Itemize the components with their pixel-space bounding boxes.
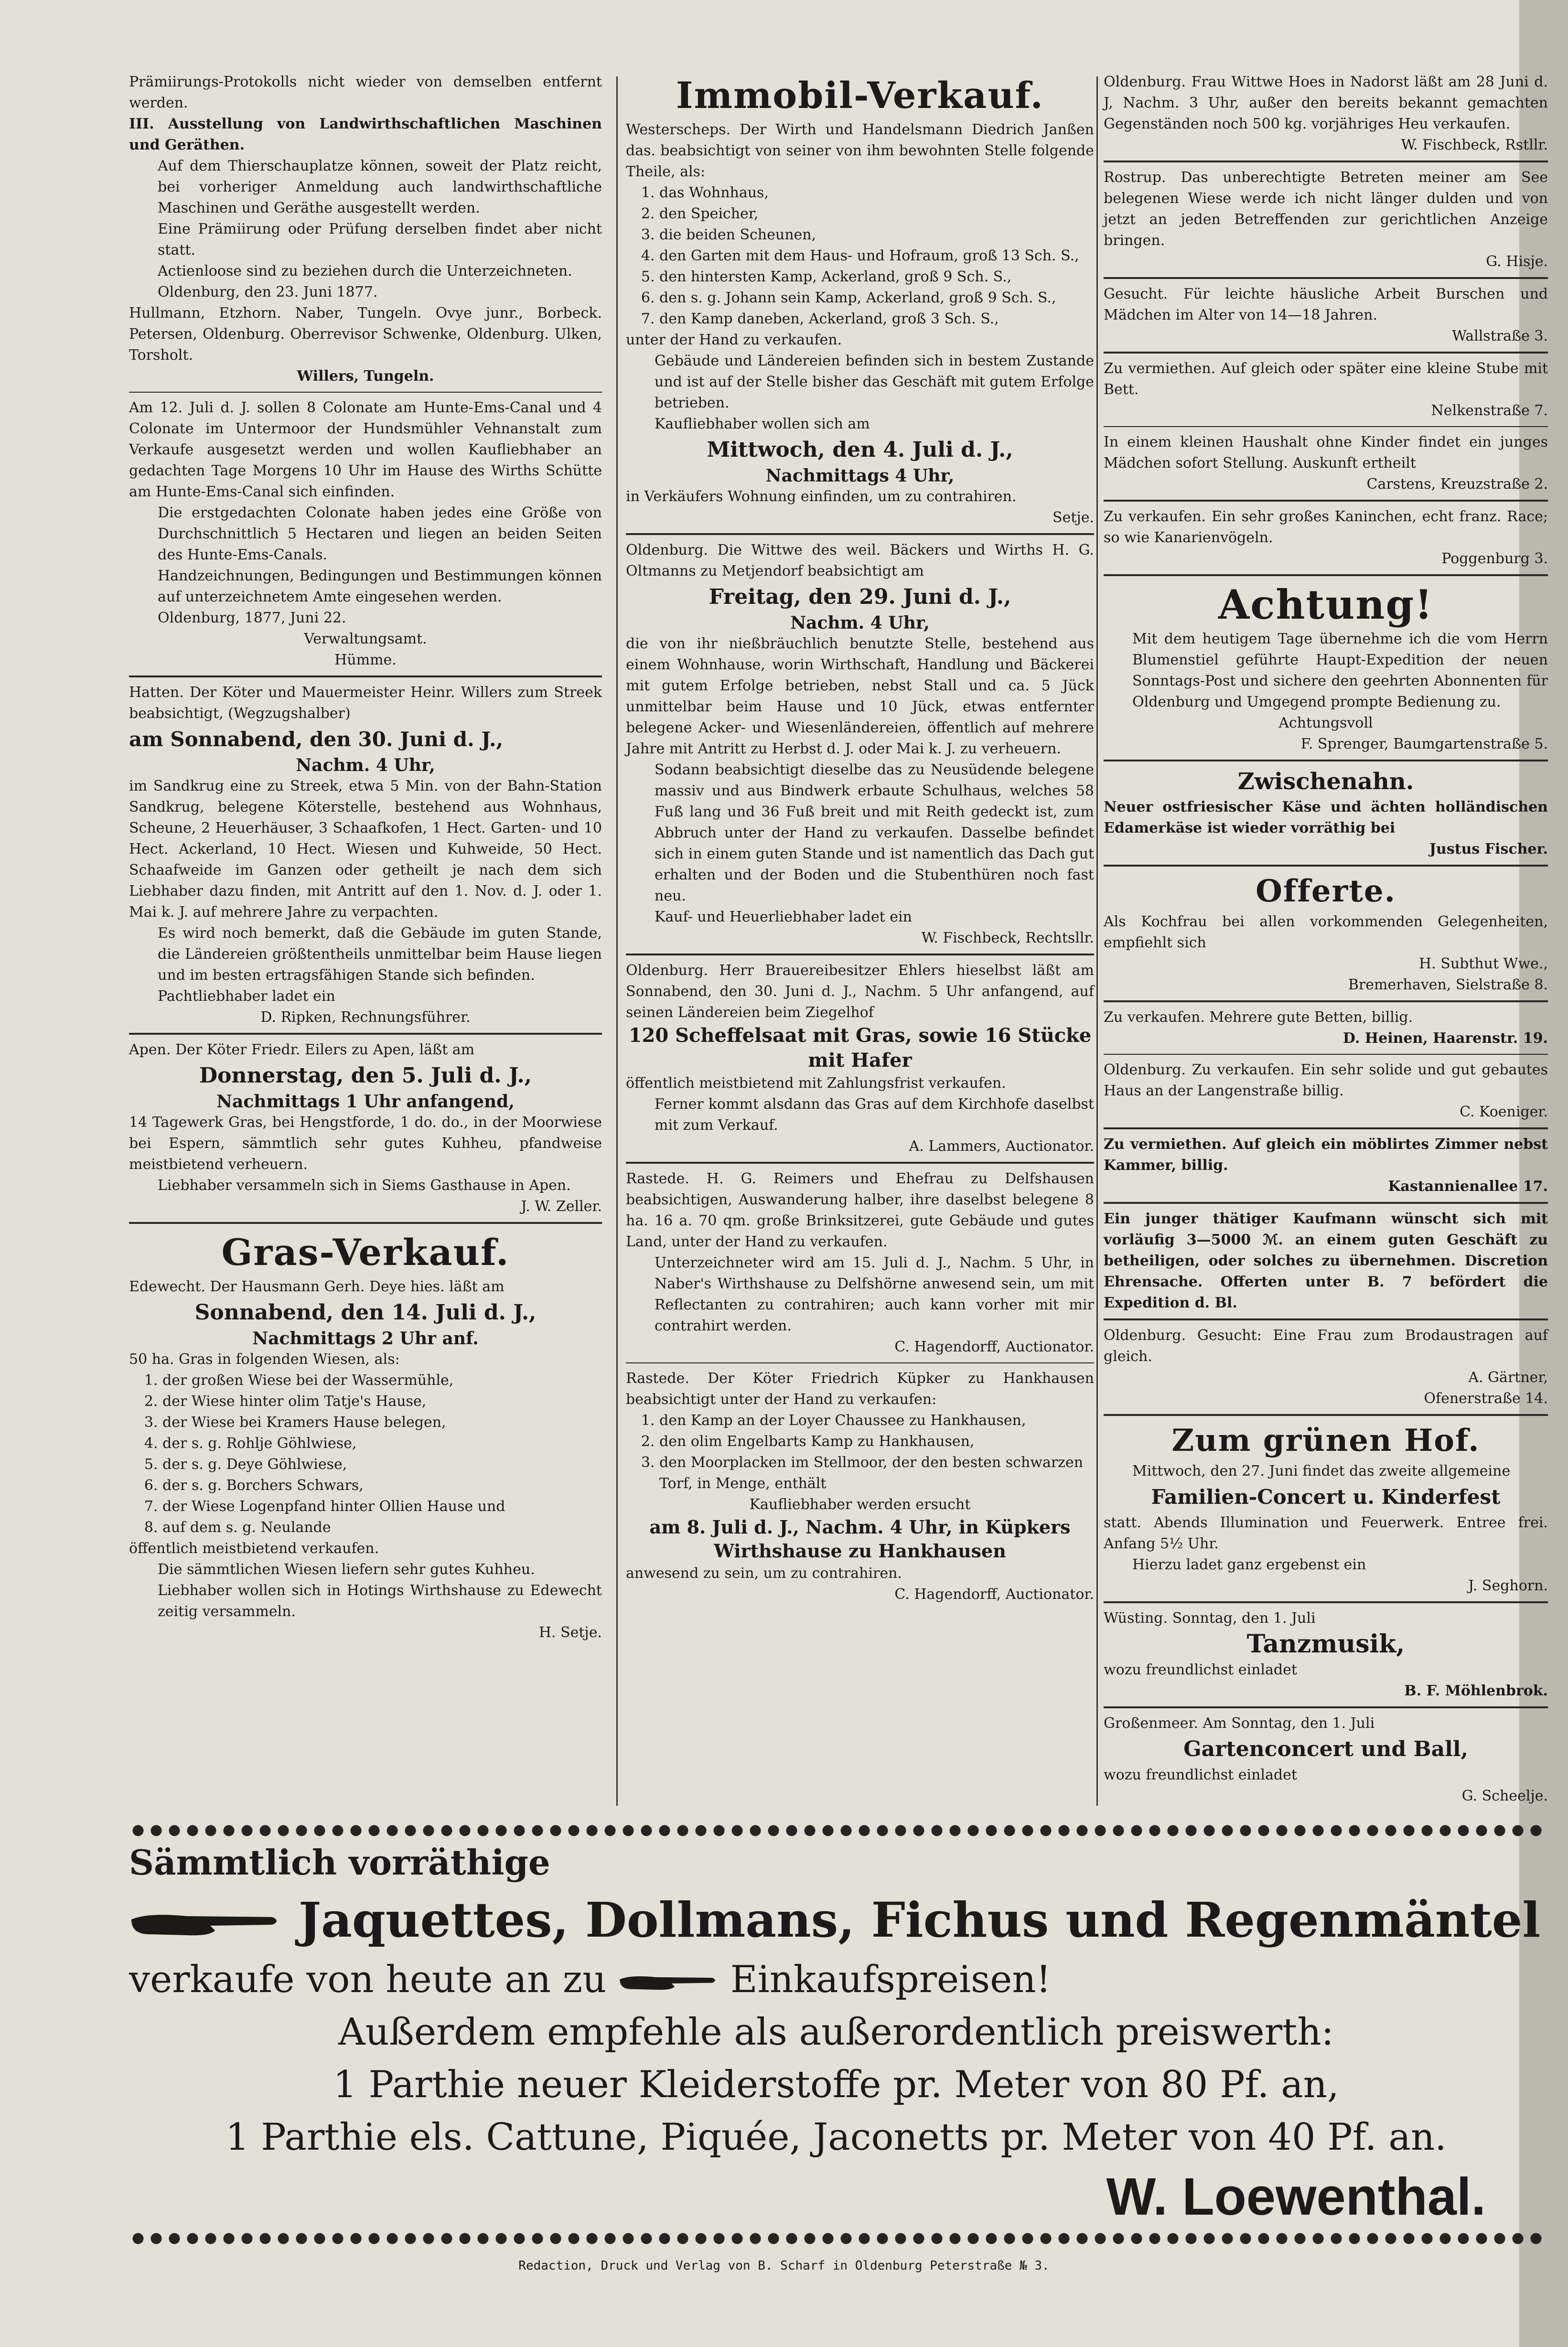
- signatory: Hümme.: [334, 652, 397, 668]
- divider: [1104, 500, 1548, 502]
- text-block: Zu vermiethen. Auf gleich oder später eine kleine Stube mit Bett.: [1104, 360, 1548, 398]
- divider: [626, 954, 1094, 955]
- signatory: J. Seghorn.: [1468, 1577, 1548, 1594]
- date-headline: Sonnabend, den 14. Juli d. J.,: [194, 1300, 537, 1325]
- banner-headline: [129, 1886, 1543, 1953]
- list-item: 3. den Moorplacken im Stellmoor, der den besten schwarzen Torf, in Menge, enthält: [659, 1452, 1094, 1494]
- highlight-text: Gartenconcert und Ball,: [1183, 1737, 1468, 1761]
- date-line: Oldenburg, 1877, Juni 22.: [158, 610, 346, 626]
- text-block: Westerscheps. Der Wirth und Handelsmann Diedrich Janßen das. beabsichtigt von seiner von ihm bewohnten Stelle folgende Theile, als:: [626, 121, 1094, 180]
- text-block: Oldenburg. Die Wittwe des weil. Bäckers und Wirths H. G. Oltmanns zu Metjendorf beabsichtigt am: [626, 542, 1094, 579]
- banner-headline-text: Jaquettes, Dollmans, Fichus und Regenmäntel: [298, 1892, 1541, 1948]
- date-headline: Mittwoch, den 4. Juli d. J.,: [707, 438, 1013, 462]
- signatory: C. Hagendorff, Auctionator.: [894, 1586, 1094, 1603]
- text-block: Zu verkaufen. Ein sehr großes Kaninchen, echt franz. Race; so wie Kanarienvögeln.: [1104, 508, 1548, 546]
- banner-text: verkaufe von heute an zu: [129, 1958, 607, 2001]
- signatories: Hullmann, Etzhorn. Naber, Tungeln. Ovye junr., Borbeck. Petersen, Oldenburg. Oberrevisor Schwenke, Oldenburg. Ulken, Torsholt.: [129, 305, 602, 364]
- greeting: Achtungsvoll: [1278, 715, 1373, 731]
- highlight-text: am 8. Juli d. J., Nachm. 4 Uhr, in Küpkers Wirthshause zu Hankhausen: [649, 1516, 1071, 1562]
- text-block: Kauf- und Heuerliebhaber ladet ein: [655, 909, 912, 925]
- ad-headline: Zum grünen Hof.: [1171, 1423, 1480, 1458]
- pointing-hand-icon: [129, 1908, 282, 1941]
- text-block: 14 Tagewerk Gras, bei Hengstforde, 1 do. do., in der Moorwiese bei Espern, sämmtlich sehr gutes Kuhheu, pfandweise meistbietend verheuern.: [129, 1114, 602, 1173]
- date-headline: Donnerstag, den 5. Juli d. J.,: [199, 1063, 532, 1088]
- list-item: 3. der Wiese bei Kramers Hause belegen,: [162, 1412, 602, 1433]
- time-line: Nachmittags 2 Uhr anf.: [252, 1329, 479, 1349]
- list-item: 8. auf dem s. g. Neulande: [162, 1517, 602, 1538]
- list-item: 1. den Kamp an der Loyer Chaussee zu Hankhausen,: [659, 1410, 1094, 1431]
- text-block: wozu freundlichst einladet: [1104, 1661, 1297, 1678]
- ad-headline: Immobil-Verkauf.: [676, 74, 1044, 117]
- signatory: W. Fischbeck, Rstllr.: [1401, 137, 1548, 153]
- list-item: 2. den olim Engelbarts Kamp zu Hankhausen,: [659, 1431, 1094, 1452]
- divider: [626, 1162, 1094, 1164]
- text-block: unter der Hand zu verkaufen.: [626, 332, 842, 348]
- ad-headline: Offerte.: [1256, 873, 1396, 909]
- address: Wallstraße 3.: [1452, 328, 1548, 344]
- text-block: Am 12. Juli d. J. sollen 8 Colonate am Hunte-Ems-Canal und 4 Colonate im Untermoor der Hundsmühler Vehnanstalt zum Verkaufe ausgesetzt werden und wollen Kaufliebhaber an gedachten Tage Morgens 10 Uhr im Hause des Wirths Schütte am Hunte-Ems-Canal sich einfinden.: [129, 399, 602, 500]
- time-line: Nachmittags 1 Uhr anfangend,: [216, 1092, 515, 1112]
- signatory: F. Sprenger, Baumgartenstraße 5.: [1300, 736, 1548, 752]
- list-item: 5. der s. g. Deye Göhlwiese,: [162, 1454, 602, 1475]
- text-block: Die erstgedachten Colonate haben jedes eine Größe von Durchschnittlich 5 Hectaren und liegen an beiden Seiten des Hunte-Ems-Canals.: [158, 504, 602, 563]
- loewenthal-advertisement: [129, 1822, 1543, 2247]
- divider: [1104, 426, 1548, 427]
- text-block: Großenmeer. Am Sonntag, den 1. Juli: [1104, 1715, 1375, 1732]
- banner-line: Sämmtlich vorräthige: [129, 1842, 550, 1883]
- text-block: Oldenburg. Gesucht: Eine Frau zum Brodaustragen auf gleich.: [1104, 1327, 1548, 1365]
- list-item: 1. das Wohnhaus,: [659, 182, 1094, 204]
- text-block: Pachtliebhaber ladet ein: [158, 988, 335, 1005]
- ad-headline: Gras-Verkauf.: [221, 1231, 510, 1274]
- signatory: Justus Fischer.: [1429, 841, 1548, 857]
- text-block: Rostrup. Das unberechtigte Betreten meiner am See belegenen Wiese werde ich nicht länger dulden und von jetzt an jeden Betreffenden zur gerichtlichen Anzeige bringen.: [1104, 169, 1548, 249]
- banner-line: 1 Parthie els. Cattune, Piquée, Jaconetts pr. Meter von 40 Pf. an.: [226, 2116, 1447, 2159]
- address: Nelkenstraße 7.: [1431, 402, 1548, 419]
- text-block: Es wird noch bemerkt, daß die Gebäude im guten Stande, die Ländereien größtentheils unmittelbar beim Hause liegen und im besten ertragsfähigen Stande sich befinden.: [158, 925, 602, 984]
- divider: [1104, 1127, 1548, 1129]
- text-block: wozu freundlichst einladet: [1104, 1767, 1297, 1783]
- text-block: Prämiirungs-Protokolls nicht wieder von demselben entfernt werden.: [129, 74, 602, 111]
- signatory: Verwaltungsamt.: [304, 631, 427, 647]
- list-item: 4. den Garten mit dem Haus- und Hofraum, groß 13 Sch. S.,: [659, 246, 1094, 267]
- signatory: D. Ripken, Rechnungsführer.: [260, 1009, 471, 1026]
- divider: [1104, 1054, 1548, 1055]
- text-block: öffentlich meistbietend verkaufen.: [129, 1540, 379, 1557]
- text-block: Liebhaber wollen sich in Hotings Wirthshause zu Edewecht zeitig versammeln.: [158, 1582, 602, 1620]
- signatory: H. Subthut Wwe.,: [1419, 955, 1548, 972]
- address: Poggenburg 3.: [1441, 550, 1548, 567]
- text-block: 50 ha. Gras in folgenden Wiesen, als:: [129, 1351, 400, 1368]
- divider: [129, 1033, 602, 1035]
- ad-headline: Achtung!: [1218, 581, 1433, 628]
- column-rule: [616, 76, 618, 1806]
- signatory: A. Lammers, Auctionator.: [909, 1138, 1094, 1155]
- signatory: G. Scheelje.: [1461, 1788, 1548, 1804]
- highlight-text: Familien-Concert u. Kinderfest: [1151, 1485, 1501, 1509]
- text-block: Ein junger thätiger Kaufmann wünscht sich mit vorläufig 3—5000 ℳ. an einem guten Geschäft zu betheiligen, oder solches zu übernehmen. Discretion Ehrensache. Offerten unter B. 7 befördert die Expedition d. Bl.: [1104, 1211, 1548, 1311]
- list-item: 2. den Speicher,: [659, 204, 1094, 225]
- banner-text: Einkaufspreisen!: [730, 1958, 1051, 2001]
- text-block: Mit dem heutigem Tage übernehme ich die vom Herrn Blumenstiel geführte Haupt-Expedition der neuen Sonntags-Post und sichere den geehrten Abonnenten für Oldenburg und Umgegend prompte Bedienung zu.: [1132, 631, 1548, 710]
- banner-line: Außerdem empfehle als außerordentlich preiswerth:: [338, 2011, 1334, 2054]
- text-block: Zu vermiethen. Auf gleich ein möblirtes Zimmer nebst Kammer, billig.: [1104, 1136, 1548, 1174]
- text-block: Handzeichnungen, Bedingungen und Bestimmungen können auf unterzeichnetem Amte eingesehen werden.: [158, 568, 602, 605]
- divider: [1104, 277, 1548, 279]
- ornamental-border-top: [129, 1822, 1543, 1839]
- column-middle: [626, 72, 1094, 1605]
- column-left: [129, 72, 602, 1643]
- property-list: [626, 1410, 1094, 1494]
- divider: [1104, 352, 1548, 354]
- divider: [1104, 1318, 1548, 1320]
- text-block: die von ihr nießbräuchlich benutzte Stelle, bestehend aus einem Wohnhause, worin Wirthschaft, Handlung und Bäckerei mit gutem Erfolge betrieben, nebst Stall und ca. 5 Jück unmittelbar beim Hause und 10 Jück, etwas entfernter belegene Acker- und Wiesenländereien, öffentlich auf mehrere Jahre mit Antritt zu Herbst d. J. oder Mai k. J. zu verheuern.: [626, 635, 1094, 757]
- text-block: Die sämmtlichen Wiesen liefern sehr gutes Kuhheu.: [158, 1561, 535, 1578]
- text-block: im Sandkrug eine zu Streek, etwa 5 Min. von der Bahn-Station Sandkrug, belegene Köterstelle, bestehend aus Wohnhaus, Scheune, 2 Heuerhäuser, 3 Schaafkofen, 1 Hect. Garten- und 10 Hect. Ackerland, 10 Hect. Wiesen und Kuhweide, 50 Hect. Schaafweide im Ganzen oder getheilt je nach dem sich Liebhaber dazu finden, mit Antritt auf den 1. Nov. d. J. oder 1. Mai k. J. auf mehrere Jahre zu verpachten.: [129, 778, 602, 921]
- banner-line: 1 Parthie neuer Kleiderstoffe pr. Meter von 80 Pf. an,: [333, 2063, 1339, 2106]
- pointing-hand-icon: [618, 1970, 719, 1995]
- signatory: J. W. Zeller.: [521, 1198, 602, 1215]
- text-block: Hatten. Der Köter und Mauermeister Heinr. Willers zum Streek beabsichtigt, (Wegzugshalber): [129, 684, 602, 722]
- list-item: 2. der Wiese hinter olim Tatje's Hause,: [162, 1391, 602, 1412]
- text-block: Oldenburg. Zu verkaufen. Ein sehr solide und gut gebautes Haus an der Langenstraße billig.: [1104, 1061, 1548, 1099]
- date-line: Oldenburg, den 23. Juni 1877.: [158, 284, 378, 300]
- divider: [1104, 1000, 1548, 1002]
- text-block: Neuer ostfriesischer Käse und ächten holländischen Edamerkäse ist wieder vorräthig bei: [1104, 799, 1548, 836]
- list-item: 4. der s. g. Rohlje Göhlwiese,: [162, 1433, 602, 1454]
- list-item: 3. die beiden Scheunen,: [659, 225, 1094, 246]
- list-item: 7. den Kamp daneben, Ackerland, groß 3 Sch. S.,: [659, 309, 1094, 330]
- date-headline: am Sonnabend, den 30. Juni d. J.,: [129, 728, 504, 751]
- list-item: 6. der s. g. Borchers Schwars,: [162, 1475, 602, 1496]
- text-block: Hierzu ladet ganz ergebenst ein: [1132, 1556, 1366, 1573]
- text-block: in Verkäufers Wohnung einfinden, um zu contrahiren.: [626, 488, 1017, 505]
- text-block: Liebhaber versammeln sich in Siems Gasthause in Apen.: [158, 1177, 571, 1194]
- list-item: 5. den hintersten Kamp, Ackerland, groß 9 Sch. S.,: [659, 267, 1094, 288]
- date-headline: Freitag, den 29. Juni d. J.,: [709, 585, 1011, 609]
- divider: [1104, 574, 1548, 576]
- signatory: Willers, Tungeln.: [297, 368, 434, 385]
- text-block: Edewecht. Der Hausmann Gerh. Deye hies. läßt am: [129, 1278, 505, 1295]
- text-block: Kaufliebhaber wollen sich am: [655, 416, 870, 432]
- divider: [626, 533, 1094, 535]
- divider: [1104, 1601, 1548, 1603]
- text-block: Zu verkaufen. Mehrere gute Betten, billig.: [1104, 1009, 1413, 1026]
- divider: [1104, 1202, 1548, 1204]
- firm-name: W. Loewenthal.: [1106, 2167, 1486, 2226]
- list-item: 7. der Wiese Logenpfand hinter Ollien Hause und: [162, 1496, 602, 1517]
- text-block: Apen. Der Köter Friedr. Eilers zu Apen, läßt am: [129, 1041, 475, 1058]
- address: Kastannienallee 17.: [1388, 1178, 1548, 1195]
- text-block: anwesend zu sein, um zu contrahiren.: [626, 1565, 902, 1582]
- text-block: Auf dem Thierschauplatze können, soweit der Platz reicht, bei vorheriger Anmeldung auch landwirthschaftliche Maschinen und Geräthe ausgestellt werden.: [158, 158, 602, 216]
- divider: [1104, 161, 1548, 162]
- address: Ofenerstraße 14.: [1424, 1390, 1548, 1407]
- column-rule: [1096, 76, 1098, 1806]
- text-block: Ferner kommt alsdann das Gras auf dem Kirchhofe daselbst mit zum Verkauf.: [655, 1096, 1094, 1134]
- text-block: Rastede. Der Köter Friedrich Küpker zu Hankhausen beabsichtigt unter der Hand zu verkaufen:: [626, 1370, 1094, 1408]
- divider: [129, 1222, 602, 1224]
- divider: [1104, 760, 1548, 761]
- signatory: G. Hisje.: [1486, 253, 1548, 270]
- text-block: Gebäude und Ländereien befinden sich in bestem Zustande und ist auf der Stelle bisher das Geschäft mit gutem Erfolge betrieben.: [655, 353, 1094, 411]
- ad-headline: Zwischenahn.: [1237, 768, 1414, 795]
- time-line: Nachmittags 4 Uhr,: [765, 466, 955, 486]
- divider: [1104, 1414, 1548, 1416]
- section-heading: III. Ausstellung von Landwirthschaftlichen Maschinen und Geräthen.: [129, 116, 602, 153]
- signatory: C. Hagendorff, Auctionator.: [894, 1339, 1094, 1355]
- text-block: Eine Prämiirung oder Prüfung derselben findet aber nicht statt.: [158, 221, 602, 258]
- text-block: Mittwoch, den 27. Juni findet das zweite allgemeine: [1132, 1463, 1511, 1479]
- divider: [626, 1362, 1094, 1363]
- property-list: [626, 182, 1094, 330]
- signatory: W. Fischbeck, Rechtsllr.: [921, 930, 1094, 946]
- column-right: [1104, 72, 1548, 1807]
- signatory: A. Gärtner,: [1468, 1369, 1548, 1386]
- text-block: Als Kochfrau bei allen vorkommenden Gelegenheiten, empfiehlt sich: [1104, 913, 1548, 951]
- divider: [1104, 865, 1548, 867]
- divider: [1104, 1706, 1548, 1708]
- signatory: Setje.: [1052, 509, 1094, 526]
- text-block: Oldenburg. Frau Wittwe Hoes in Nadorst läßt am 28 Juni d. J, Nachm. 3 Uhr, außer den bereits bekannt gemachten Gegenständen noch 500 kg. vorjähriges Heu verkaufen.: [1104, 74, 1548, 132]
- text-block: Unterzeichneter wird am 15. Juli d. J., Nachm. 5 Uhr, in Naber's Wirthshause zu Delfshörne anwesend sein, um mit Reflectanten zu contrahiren; auch kann vorher mit mir contrahirt werden.: [655, 1254, 1094, 1334]
- text-block: In einem kleinen Haushalt ohne Kinder findet ein junges Mädchen sofort Stellung. Auskunft ertheilt: [1104, 434, 1548, 472]
- text-block: statt. Abends Illumination und Feuerwerk. Entree frei. Anfang 5½ Uhr.: [1104, 1514, 1548, 1552]
- list-item: 6. den s. g. Johann sein Kamp, Ackerland, groß 9 Sch. S.,: [659, 288, 1094, 309]
- imprint: Redaction, Druck und Verlag von B. Scharf in Oldenburg Peterstraße № 3.: [518, 2259, 1050, 2273]
- address: D. Heinen, Haarenstr. 19.: [1342, 1030, 1548, 1047]
- text-block: öffentlich meistbietend mit Zahlungsfrist verkaufen.: [626, 1075, 1006, 1092]
- text-block: Kaufliebhaber werden ersucht: [749, 1496, 971, 1513]
- time-line: Nachm. 4 Uhr,: [296, 755, 435, 775]
- address: Bremerhaven, Sielstraße 8.: [1348, 976, 1548, 993]
- banner-line: [129, 1953, 1543, 2006]
- text-block: Actienloose sind zu beziehen durch die Unterzeichneten.: [158, 263, 572, 279]
- divider: [129, 392, 602, 393]
- highlight-text: 120 Scheffelsaat mit Gras, sowie 16 Stücke mit Hafer: [628, 1024, 1092, 1072]
- text-block: Rastede. H. G. Reimers und Ehefrau zu Delfshausen beabsichtigen, Auswanderung halber, ihre daselbst belegene 8 ha. 16 a. 70 qm. große Brinksitzerei, gute Gebäude und gutes Land, unter der Hand zu verkaufen.: [626, 1170, 1094, 1250]
- signatory: C. Koeniger.: [1460, 1104, 1548, 1120]
- meadow-list: [129, 1370, 602, 1538]
- signatory: H. Setje.: [538, 1624, 602, 1641]
- time-line: Nachm. 4 Uhr,: [790, 613, 930, 633]
- divider: [129, 675, 602, 677]
- text-block: Gesucht. Für leichte häusliche Arbeit Burschen und Mädchen im Alter von 14—18 Jahren.: [1104, 286, 1548, 323]
- ornamental-border-bottom: [129, 2230, 1543, 2247]
- text-block: Sodann beabsichtigt dieselbe das zu Neusüdende belegene massiv und aus Bindwerk erbaute Schulhaus, welches 58 Fuß lang und 36 Fuß breit und mit Reith gedeckt ist, zum Abbruch unter der Hand zu verkaufen. Dasselbe befindet sich in einem guten Stande und ist namentlich das Dach gut erhalten und der Boden und die Stubenthüren noch fast neu.: [655, 761, 1094, 904]
- list-item: 1. der großen Wiese bei der Wassermühle,: [162, 1370, 602, 1391]
- signatory: B. F. Möhlenbrok.: [1404, 1683, 1548, 1699]
- text-block: Wüsting. Sonntag, den 1. Juli: [1104, 1610, 1316, 1627]
- text-block: Oldenburg. Herr Brauereibesitzer Ehlers hieselbst läßt am Sonnabend, den 30. Juni d. J., Nachm. 5 Uhr anfangend, auf seinen Ländereien beim Ziegelhof: [626, 962, 1094, 1021]
- address: Carstens, Kreuzstraße 2.: [1366, 476, 1548, 493]
- highlight-text: Tanzmusik,: [1246, 1629, 1405, 1659]
